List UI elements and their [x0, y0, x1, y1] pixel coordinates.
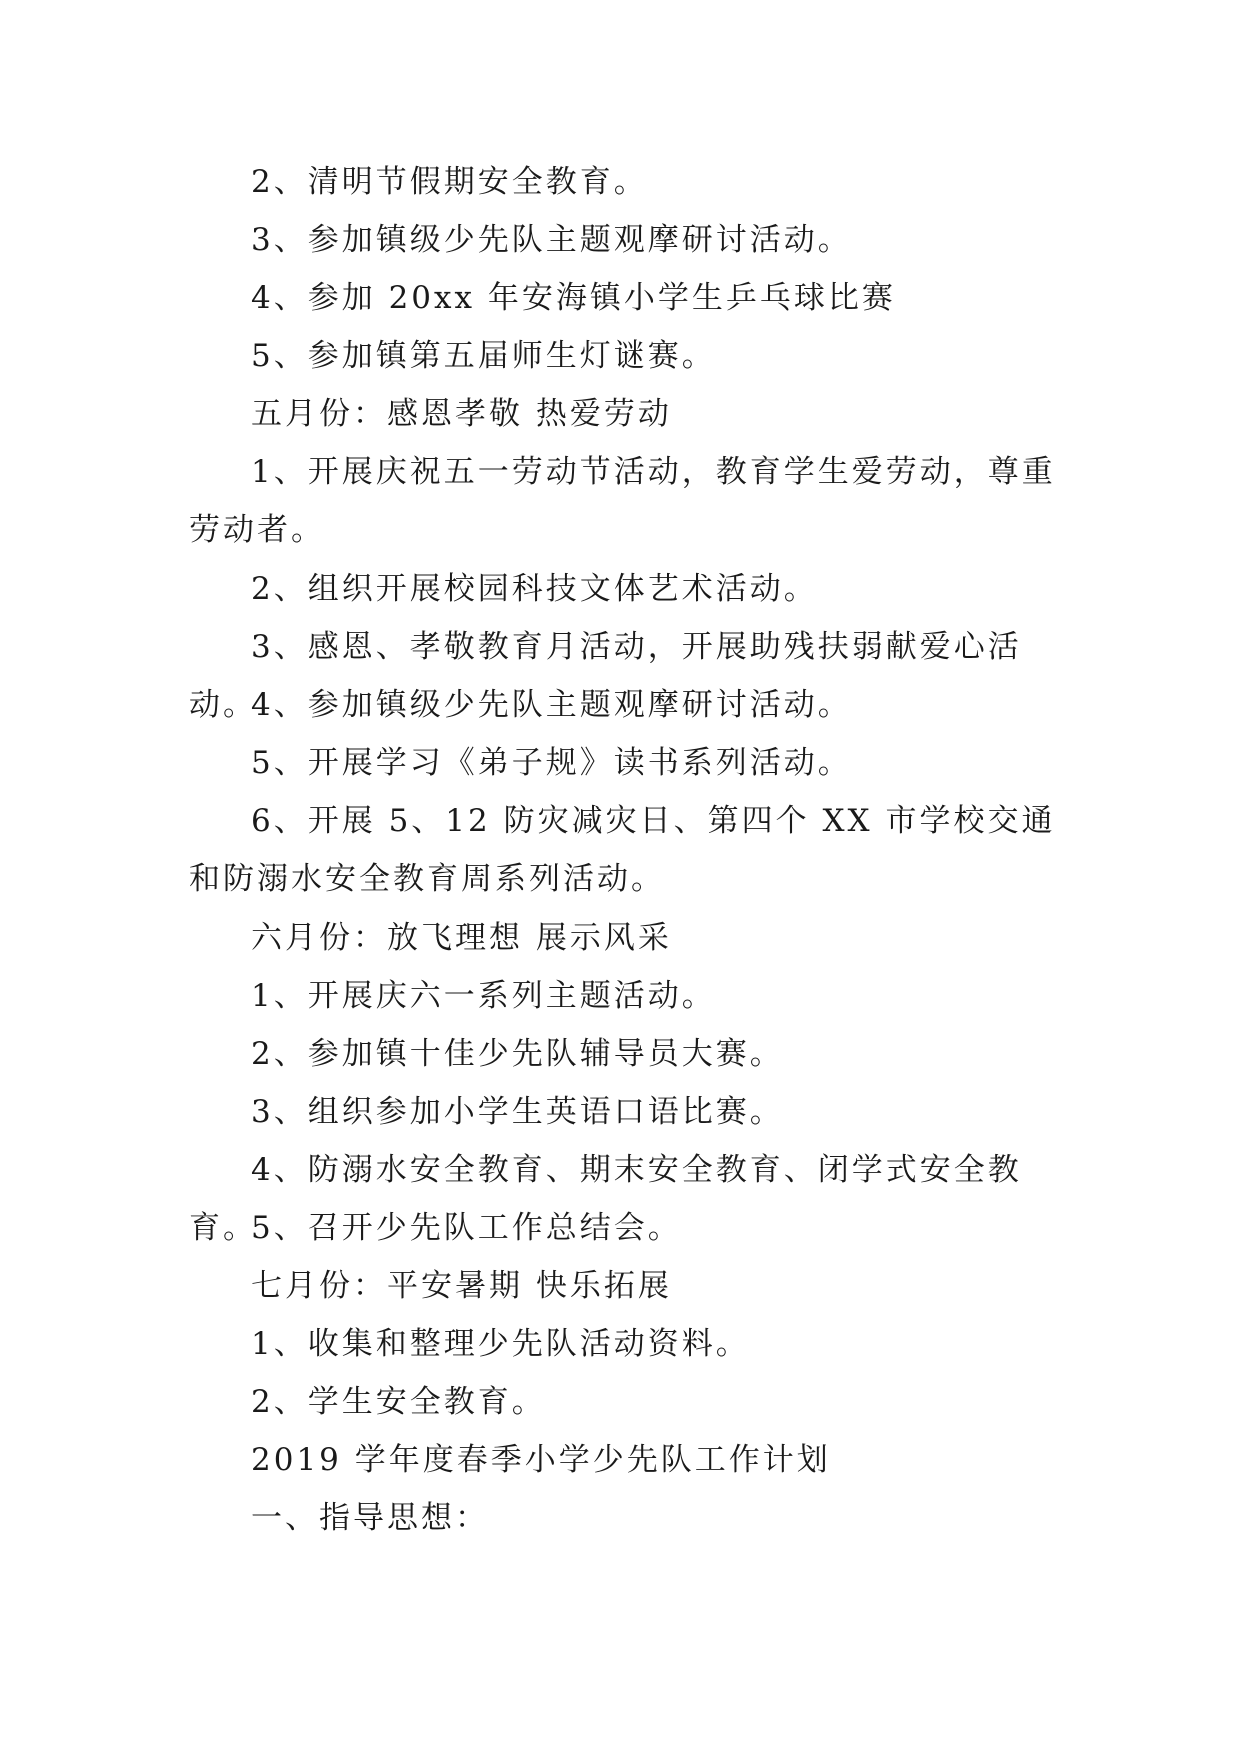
- paragraph: 4、参加 20xx 年安海镇小学生乒乓球比赛: [251, 280, 896, 316]
- paragraph: 5、开展学习《弟子规》读书系列活动。: [251, 745, 852, 781]
- paragraph: 3、参加镇级少先队主题观摩研讨活动。: [251, 222, 852, 258]
- paragraph: 4、防溺水安全教育、期末安全教育、闭学式安全教育。: [189, 1152, 1022, 1246]
- paragraph: 2、学生安全教育。: [251, 1384, 546, 1420]
- paragraph: 5、召开少先队工作总结会。: [251, 1210, 682, 1246]
- section-heading: 七月份：平安暑期 快乐拓展: [251, 1268, 672, 1304]
- paragraph: 3、感恩、孝敬教育月活动，开展助残扶弱献爱心活动。: [189, 629, 1022, 723]
- section-heading: 五月份：感恩孝敬 热爱劳动: [251, 396, 672, 432]
- paragraph: 1、开展庆祝五一劳动节活动，教育学生爱劳动，尊重劳动者。: [189, 454, 1056, 548]
- paragraph: 4、参加镇级少先队主题观摩研讨活动。: [251, 687, 852, 723]
- document-title: 2019 学年度春季小学少先队工作计划: [251, 1442, 831, 1478]
- paragraph: 2、参加镇十佳少先队辅导员大赛。: [251, 1036, 784, 1072]
- paragraph: 6、开展 5、12 防灾减灾日、第四个 XX 市学校交通和防溺水安全教育周系列活动。: [189, 803, 1056, 897]
- paragraph: 2、组织开展校园科技文体艺术活动。: [251, 571, 818, 607]
- section-heading: 六月份：放飞理想 展示风采: [251, 920, 672, 956]
- paragraph: 3、组织参加小学生英语口语比赛。: [251, 1094, 784, 1130]
- section-heading: 一、指导思想：: [251, 1500, 489, 1536]
- paragraph: 1、收集和整理少先队活动资料。: [251, 1326, 750, 1362]
- paragraph: 5、参加镇第五届师生灯谜赛。: [251, 338, 716, 374]
- paragraph: 1、开展庆六一系列主题活动。: [251, 978, 716, 1014]
- paragraph: 2、清明节假期安全教育。: [251, 164, 648, 200]
